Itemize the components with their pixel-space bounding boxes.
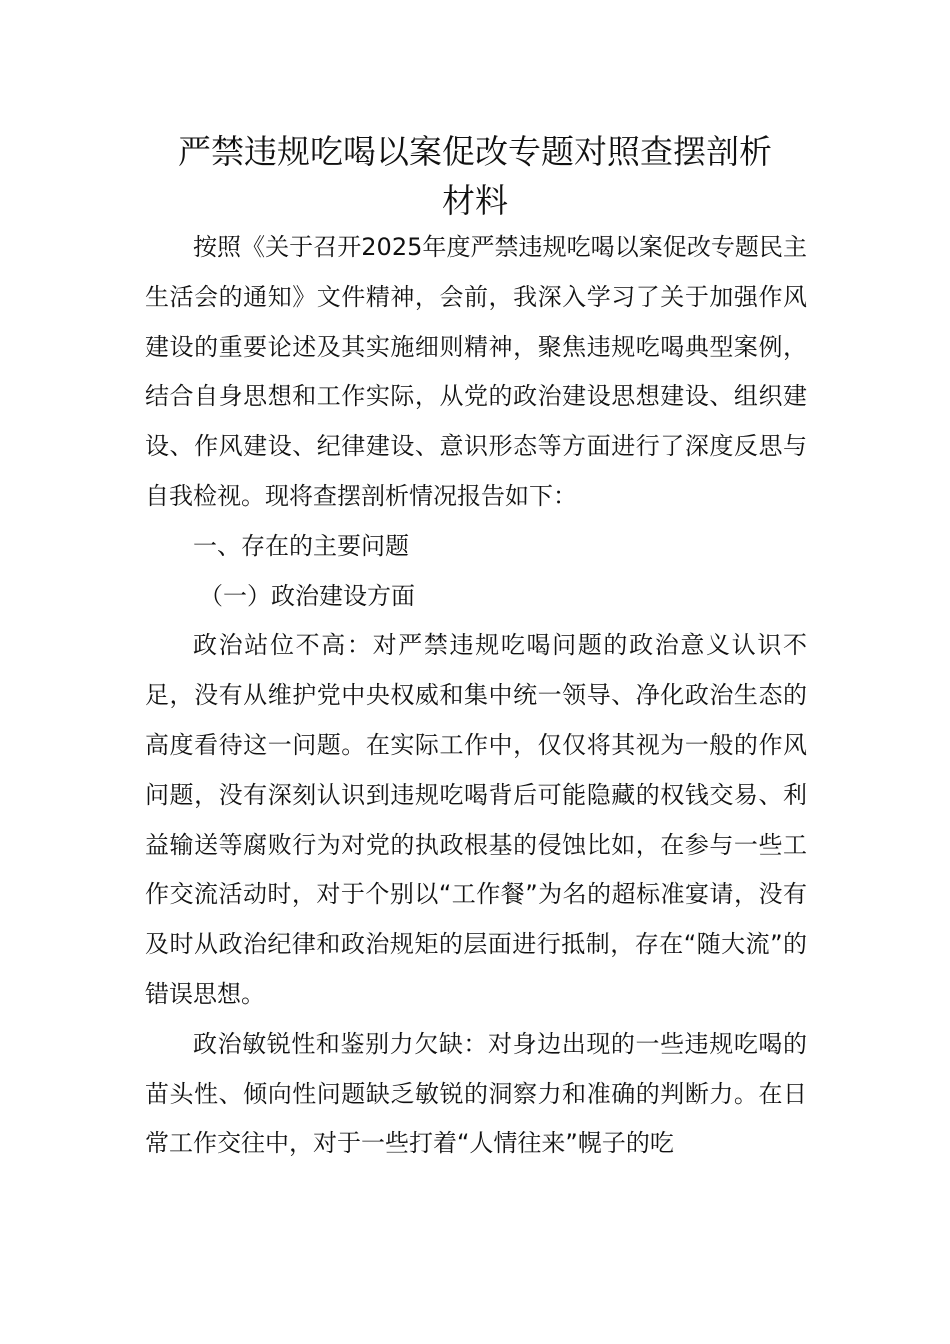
- subsection-heading-political: （一）政治建设方面: [199, 581, 415, 610]
- document-title-line-1: 严禁违规吃喝以案促改专题对照查摆剖析: [178, 132, 772, 171]
- paragraph-political-stance: 政治站位不高：对严禁违规吃喝问题的政治意义认识不足，没有从维护党中央权威和集中统一领导、净化政治生态的高度看待这一问题。在实际工作中，仅仅将其视为一般的作风问题，没有深刻认识到违规吃喝背后可能隐藏的权钱交易、利益输送等腐败行为对党的执政根基的侵蚀比如，在参与一些工作交流活动时，对于个别以“工作餐”为名的超标准宴请，没有及时从政治纪律和政治规矩的层面进行抵制，存在“随大流”的错误思想。: [145, 631, 807, 1008]
- intro-paragraph: 按照《关于召开2025年度严禁违规吃喝以案促改专题民主生活会的通知》文件精神，会前，我深入学习了关于加强作风建设的重要论述及其实施细则精神，聚焦违规吃喝典型案例，结合自身思想和工作实际，从党的政治建设思想建设、组织建设、作风建设、纪律建设、意识形态等方面进行了深度反思与自我检视。现将查摆剖析情况报告如下：: [145, 233, 807, 510]
- paragraph-political-sensitivity: 政治敏锐性和鉴别力欠缺：对身边出现的一些违规吃喝的苗头性、倾向性问题缺乏敏锐的洞察力和准确的判断力。在日常工作交往中，对于一些打着“人情往来”幌子的吃: [145, 1029, 807, 1158]
- document-title-line-2: 材料: [442, 181, 508, 220]
- section-heading-problems: 一、存在的主要问题: [193, 531, 409, 560]
- document-body: [145, 223, 807, 1169]
